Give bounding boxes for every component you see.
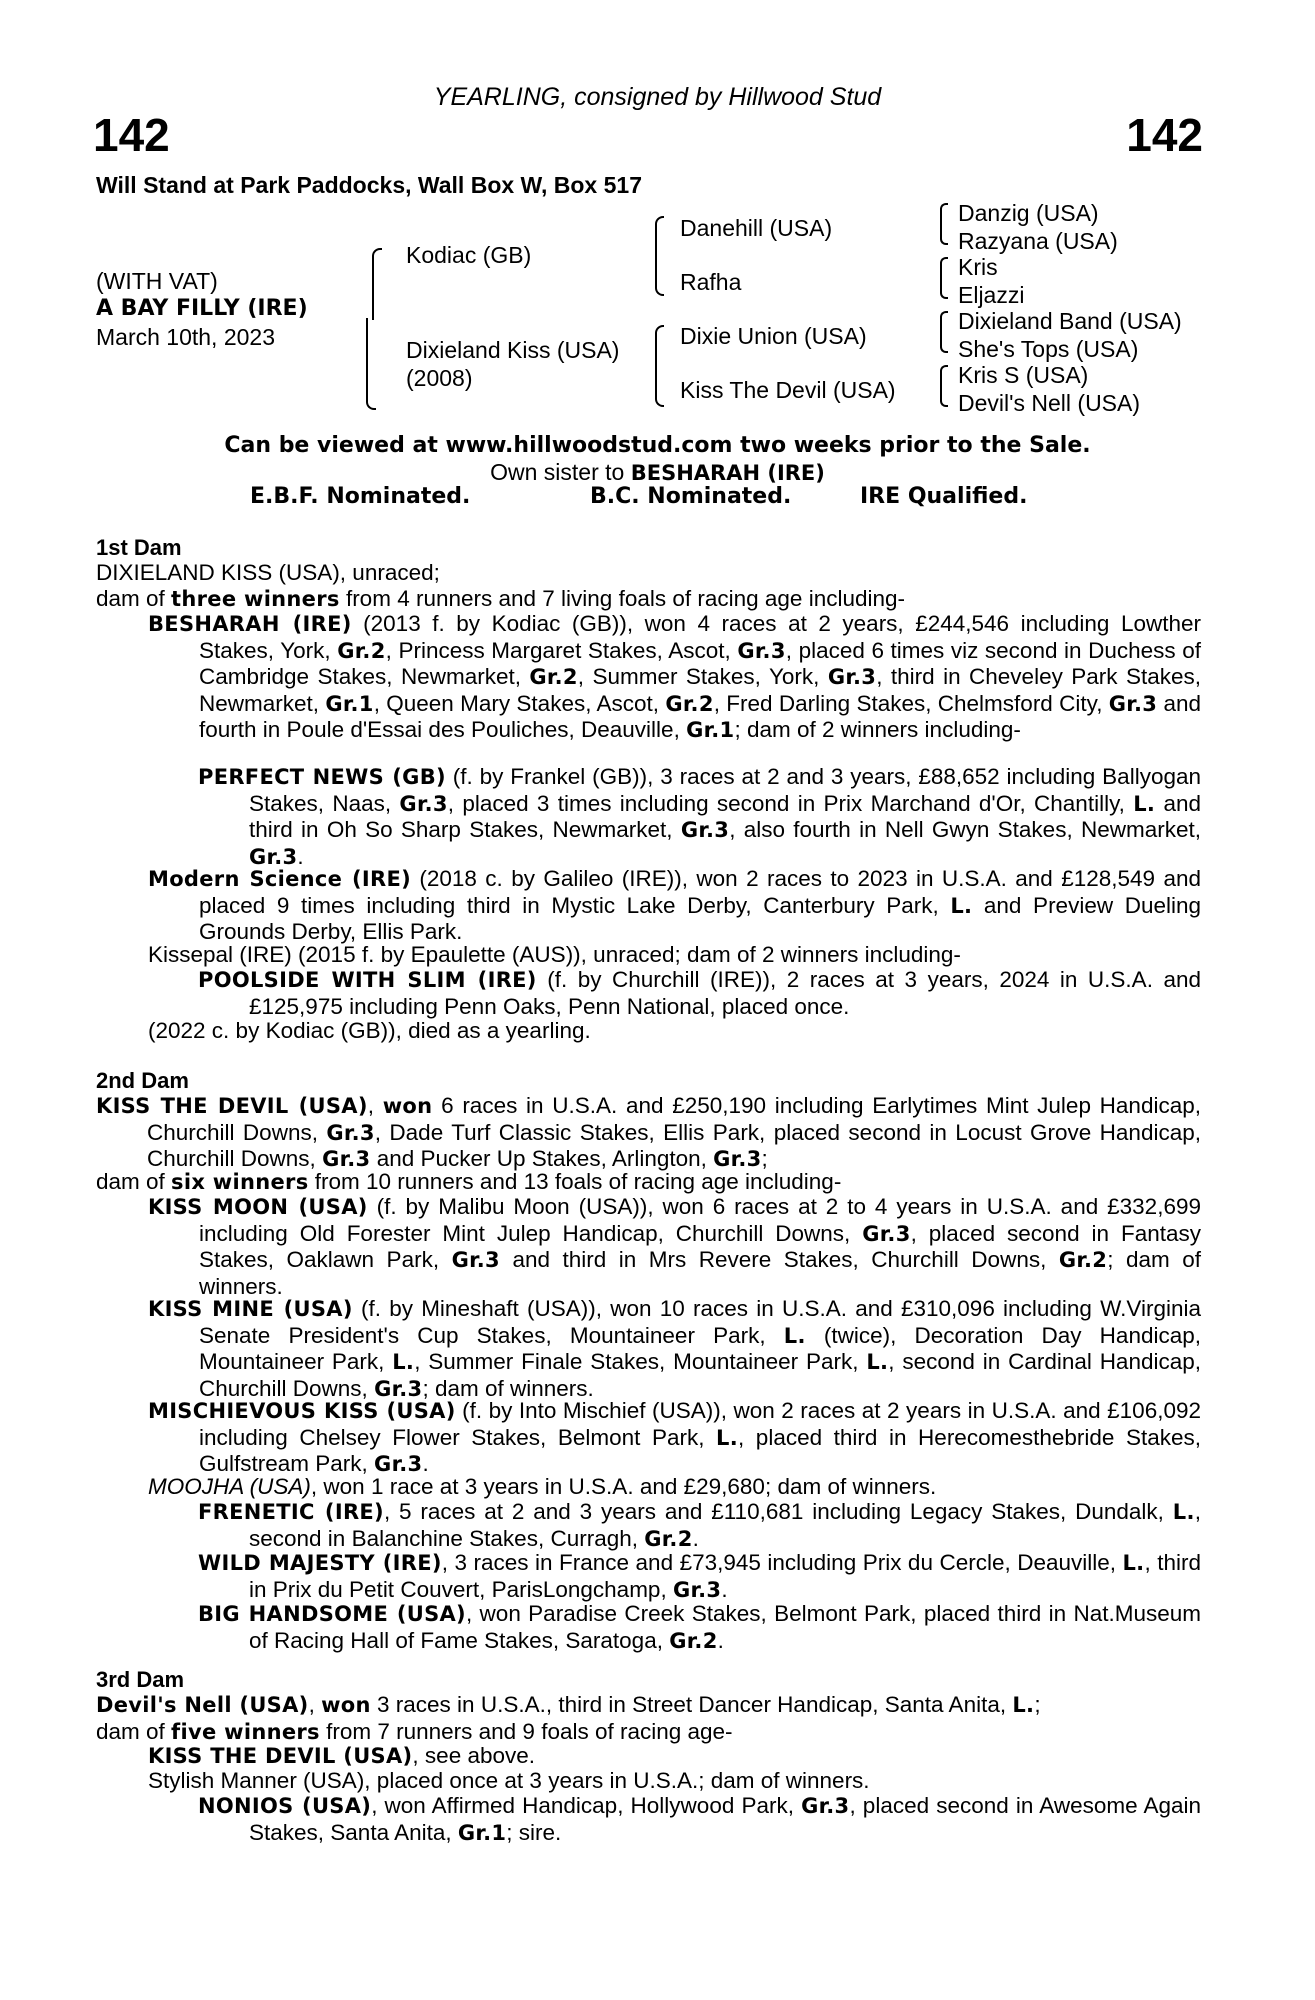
- bc-nominated: B.C. Nominated.: [590, 484, 792, 509]
- produce-perfect-news: PERFECT NEWS (GB) (f. by Frankel (GB)), 3 races at 2 and 3 years, £88,652 including Ballyogan Stakes, Naas, Gr.3, placed 3 times including second in Prix Marchand d'Or, Chantilly, L. and third in Oh So Sharp Stakes, Newmarket, Gr.3, also fourth in Nell Gwyn Stakes, Newmarket, Gr.3.: [198, 764, 1201, 869]
- third-dam-heading: 3rd Dam: [96, 1667, 185, 1692]
- brace-g4: [940, 365, 948, 407]
- produce-kissepal: Kissepal (IRE) (2015 f. by Epaulette (AUS)), unraced; dam of 2 winners including-: [148, 942, 961, 967]
- second-dam-text: KISS THE DEVIL (USA), won 6 races in U.S.A. and £250,190 including Earlytimes Mint Julep Handicap, Churchill Downs, Gr.3, Dade Turf Classic Stakes, Ellis Park, placed second in Locust Grove Handicap, Churchill Downs, Gr.3 and Pucker Up Stakes, Arlington, Gr.3;: [96, 1093, 1201, 1171]
- viewing-note: Can be viewed at www.hillwoodstud.com two weeks prior to the Sale.: [224, 433, 1091, 458]
- produce-besharah: BESHARAH (IRE) (2013 f. by Kodiac (GB)), won 4 races at 2 years, £244,546 including Lowther Stakes, York, Gr.2, Princess Margaret Stakes, Ascot, Gr.3, placed 6 times viz second in Duchess of Cambridge Stakes, Newmarket, Gr.2, Summer Stakes, York, Gr.3, third in Cheveley Park Stakes, Newmarket, Gr.1, Queen Mary Stakes, Ascot, Gr.2, Fred Darling Stakes, Chelmsford City, Gr.3 and fourth in Poule d'Essai des Pouliches, Deauville, Gr.1; dam of 2 winners including-: [148, 611, 1202, 742]
- produce-wild-majesty: WILD MAJESTY (IRE), 3 races in France and £73,945 including Prix du Cercle, Deauville, L., third in Prix du Petit Couvert, ParisLongchamp, Gr.3.: [198, 1550, 1201, 1602]
- pedigree-sss: Danzig (USA): [958, 200, 1099, 226]
- sire-brace-top: [372, 248, 382, 320]
- pedigree-dds: Kris S (USA): [958, 362, 1089, 388]
- produce-big-handsome: BIG HANDSOME (USA), won Paradise Creek Stakes, Belmont Park, placed third in Nat.Museum of Racing Hall of Fame Stakes, Saratoga, Gr.2.: [198, 1601, 1201, 1653]
- pedigree-dsd: She's Tops (USA): [958, 336, 1139, 362]
- produce-mischievous-kiss: MISCHIEVOUS KISS (USA) (f. by Into Mischief (USA)), won 2 races at 2 years in U.S.A. and £106,092 including Chelsey Flower Stakes, Belmont Park, L., placed third in Herecomesthebride Stakes, Gulfstream Park, Gr.3.: [148, 1398, 1201, 1476]
- box-location: Will Stand at Park Paddocks, Wall Box W, Box 517: [96, 172, 642, 198]
- second-dam-produce-summary: dam of six winners from 10 runners and 13 foals of racing age including-: [96, 1169, 842, 1194]
- vat-label: (WITH VAT): [96, 268, 218, 294]
- pedigree-sire-dam: Rafha: [680, 269, 742, 295]
- pedigree-ddd: Devil's Nell (USA): [958, 390, 1141, 416]
- produce-kiss-the-devil: KISS THE DEVIL (USA), see above.: [148, 1743, 536, 1768]
- produce-kiss-mine: KISS MINE (USA) (f. by Mineshaft (USA)), won 10 races in U.S.A. and £310,096 including W.Virginia Senate President's Cup Stakes, Mountaineer Park, L. (twice), Decoration Day Handicap, Mountaineer Park, L., Summer Finale Stakes, Mountaineer Park, L., second in Cardinal Handicap, Churchill Downs, Gr.3; dam of winners.: [148, 1296, 1202, 1401]
- horse-name: A BAY FILLY (IRE): [96, 296, 308, 321]
- catalogue-heading: YEARLING, consigned by Hillwood Stud: [433, 83, 882, 111]
- pedigree-dam-year: (2008): [406, 365, 473, 391]
- pedigree-sire-sire: Danehill (USA): [680, 215, 833, 241]
- produce-2022-colt: (2022 c. by Kodiac (GB)), died as a yearling.: [148, 1018, 591, 1043]
- own-sister-prefix: Own sister to: [490, 459, 631, 485]
- pedigree-ssd: Razyana (USA): [958, 228, 1118, 254]
- brace-g1: [940, 203, 948, 245]
- own-sister-line: [0, 459, 1315, 486]
- own-sister-name: BESHARAH (IRE): [630, 461, 825, 485]
- produce-moojha: MOOJHA (USA), won 1 race at 3 years in U.S.A. and £29,680; dam of winners.: [148, 1474, 937, 1499]
- pedigree-dam-sire: Dixie Union (USA): [680, 323, 867, 349]
- produce-nonios: NONIOS (USA), won Affirmed Handicap, Hollywood Park, Gr.3, placed second in Awesome Again Stakes, Santa Anita, Gr.1; sire.: [198, 1793, 1202, 1845]
- produce-poolside-with-slim: POOLSIDE WITH SLIM (IRE) (f. by Churchill (IRE)), 2 races at 3 years, 2024 in U.S.A. and £125,975 including Penn Oaks, Penn National, placed once.: [198, 967, 1201, 1019]
- pedigree-sdd: Eljazzi: [958, 282, 1025, 308]
- produce-frenetic: FRENETIC (IRE), 5 races at 2 and 3 years and £110,681 including Legacy Stakes, Dundalk, L., second in Balanchine Stakes, Curragh, Gr.2.: [198, 1499, 1202, 1551]
- pedigree-dam: Dixieland Kiss (USA): [406, 337, 620, 363]
- third-dam-text: Devil's Nell (USA), won 3 races in U.S.A., third in Street Dancer Handicap, Santa Anita, L.; dam of five winners from 7 runners and 9 foals of racing age-: [96, 1692, 1041, 1744]
- pedigree-sire: Kodiac (GB): [406, 242, 532, 268]
- sire-line-brace: [655, 216, 664, 296]
- produce-kiss-moon: KISS MOON (USA) (f. by Malibu Moon (USA)), won 6 races at 2 to 4 years in U.S.A. and £332,699 including Old Forester Mint Julep Handicap, Churchill Downs, Gr.3, placed second in Fantasy Stakes, Oaklawn Park, Gr.3 and third in Mrs Revere Stakes, Churchill Downs, Gr.2; dam of winners.: [148, 1194, 1201, 1299]
- pedigree-dss: Dixieland Band (USA): [958, 308, 1182, 334]
- brace-g2: [940, 257, 948, 299]
- first-dam-heading: 1st Dam: [96, 535, 182, 560]
- lot-number-right: 142: [1126, 109, 1203, 161]
- ebf-nominated: E.B.F. Nominated.: [250, 484, 471, 509]
- first-dam-text: DIXIELAND KISS (USA), unraced; dam of three winners from 4 runners and 7 living foals of racing age including-: [96, 560, 905, 611]
- ire-qualified: IRE Qualified.: [860, 484, 1028, 509]
- lot-number-left: 142: [93, 109, 170, 161]
- dam-line-brace: [655, 325, 664, 407]
- pedigree-dam-dam: Kiss The Devil (USA): [680, 377, 896, 403]
- foaling-date: March 10th, 2023: [96, 324, 276, 350]
- produce-modern-science: Modern Science (IRE) (2018 c. by Galileo (IRE)), won 2 races to 2023 in U.S.A. and £128,549 and placed 9 times including third in Mystic Lake Derby, Canterbury Park, L. and Preview Dueling Grounds Derby, Ellis Park.: [148, 866, 1201, 944]
- brace-g3: [940, 311, 948, 353]
- second-dam-heading: 2nd Dam: [96, 1068, 189, 1093]
- produce-stylish-manner: Stylish Manner (USA), placed once at 3 years in U.S.A.; dam of winners.: [148, 1768, 870, 1793]
- dam-brace-bottom: [366, 318, 376, 410]
- pedigree-sds: Kris: [958, 254, 998, 280]
